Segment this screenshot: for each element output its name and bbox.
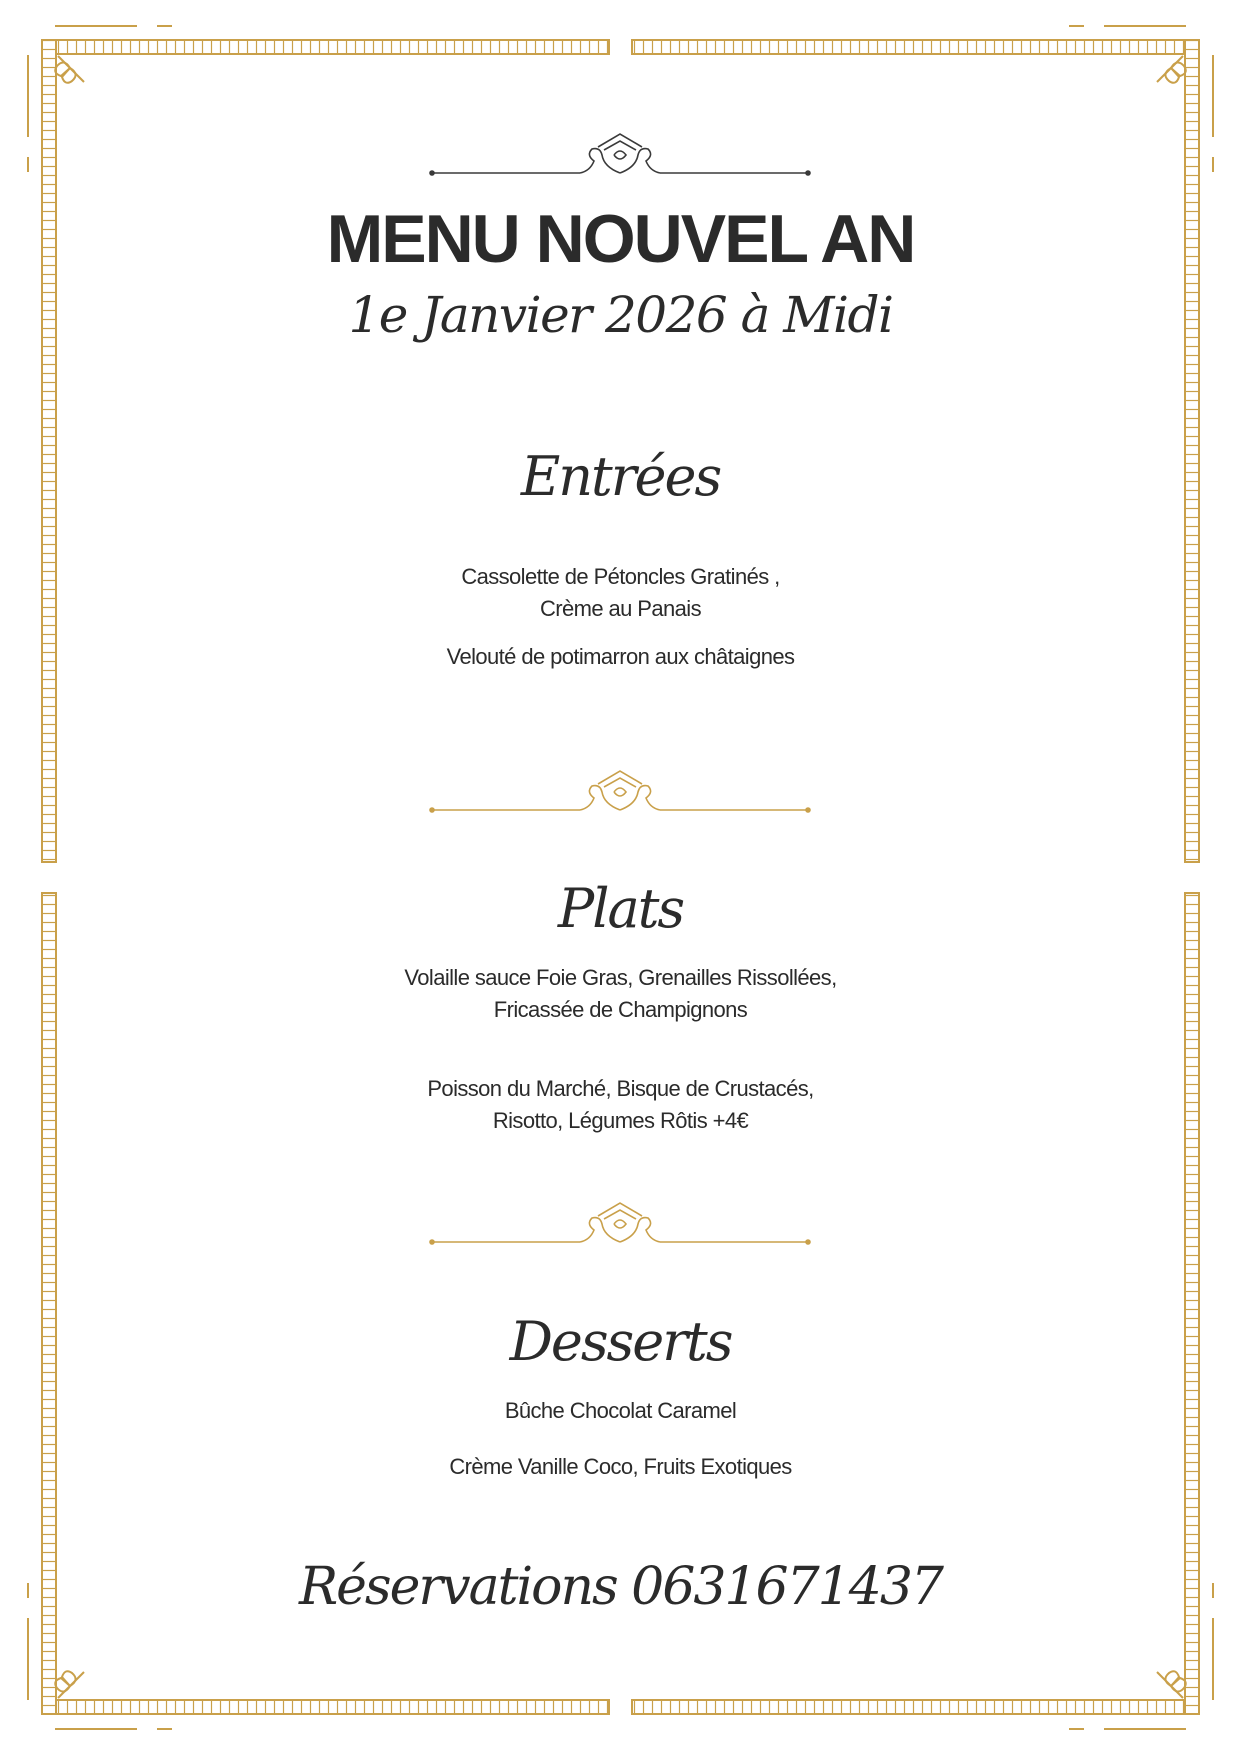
menu-item-line: Volaille sauce Foie Gras, Grenailles Rissollées,: [404, 965, 837, 990]
menu-item-line: Velouté de potimarron aux châtaignes: [446, 644, 795, 669]
menu-item: [0, 641, 1241, 673]
section-title-desserts: Desserts: [509, 1310, 732, 1373]
menu-item-line: Poisson du Marché, Bisque de Crustacés,: [427, 1076, 814, 1101]
plats-divider-ornament: [430, 1203, 810, 1244]
menu-item: [0, 1451, 1241, 1483]
menu-item-line: Bûche Chocolat Caramel: [504, 1398, 737, 1423]
menu-item: [0, 1073, 1241, 1137]
section-title-plats: Plats: [557, 877, 684, 940]
top-divider-ornament: [430, 134, 810, 175]
section-title-entrees: Entrées: [520, 445, 721, 508]
menu-item-line: Risotto, Légumes Rôtis +4€: [492, 1108, 749, 1133]
menu-date-subtitle: 1e Janvier 2026 à Midi: [348, 286, 893, 344]
menu-item: [0, 561, 1241, 625]
menu-item-line: Cassolette de Pétoncles Gratinés ,: [461, 564, 780, 589]
menu-item-line: Fricassée de Champignons: [493, 997, 748, 1022]
menu-item-line: Crème au Panais: [540, 596, 701, 621]
reservation-phone: Réservations 0631671437: [299, 1557, 942, 1617]
entrees-divider-ornament: [430, 771, 810, 812]
menu-item-line: Crème Vanille Coco, Fruits Exotiques: [449, 1454, 792, 1479]
menu-item: [0, 962, 1241, 1026]
menu-item: [0, 1395, 1241, 1427]
menu-title: MENU NOUVEL AN: [326, 201, 915, 277]
top-border: [42, 40, 1199, 54]
bottom-border: [42, 1700, 1199, 1714]
